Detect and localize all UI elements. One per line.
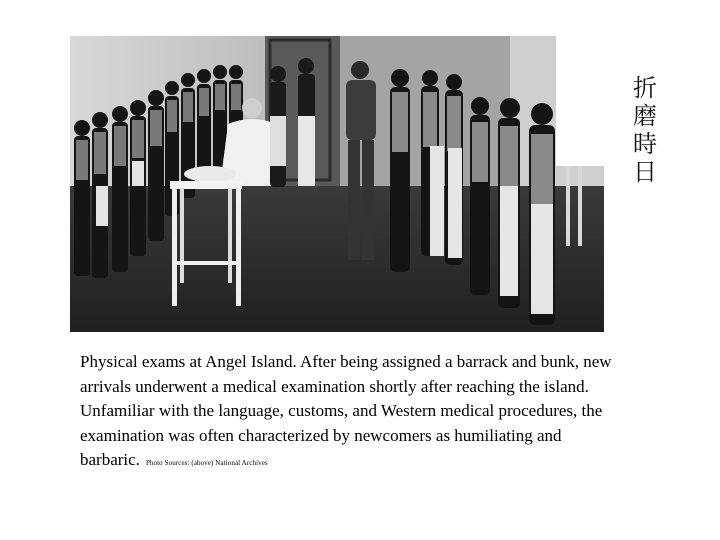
photo-credit: Photo Sources: (above) National Archives	[145, 459, 268, 467]
calligraphy-char: 時	[633, 130, 657, 158]
calligraphy-char: 日	[633, 158, 657, 186]
caption-text: Physical exams at Angel Island. After being assigned a barrack and bunk, new arrivals underwent a medical examination shortly after reaching the island. Unfamiliar with the language, customs, and Western medical procedures, the examination was often characterized by newcomers as humiliating and barbaric.	[80, 352, 612, 469]
calligraphy-char: 折	[633, 74, 657, 102]
chinese-calligraphy	[628, 74, 662, 186]
historical-photo	[70, 36, 657, 332]
photo-caption	[80, 350, 640, 476]
calligraphy-char: 磨	[633, 102, 657, 130]
